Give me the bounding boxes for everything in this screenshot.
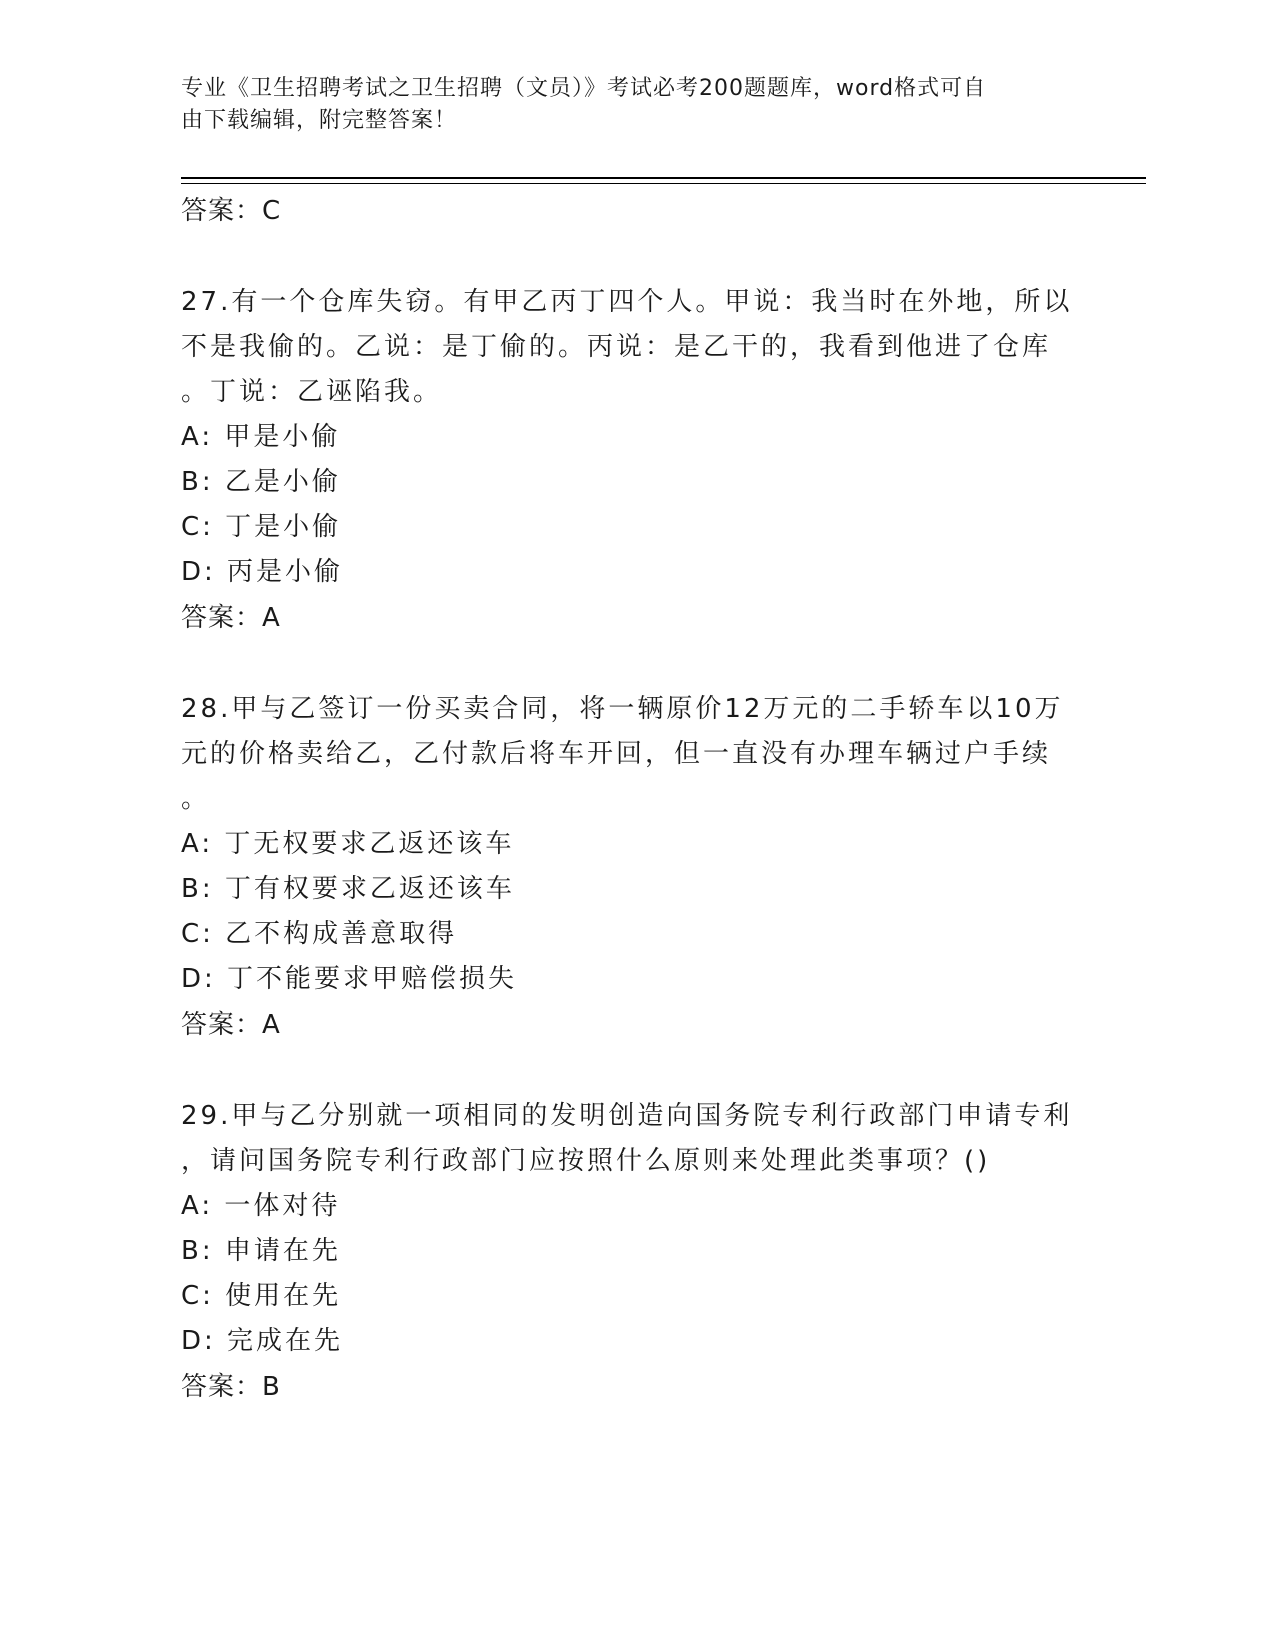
answer-label: 答案：A [181, 1010, 281, 1040]
option-d: D: 完成在先 [181, 1326, 344, 1356]
stem-line: 27.有一个仓库失窃。有甲乙丙丁四个人。甲说：我当时在外地，所以 [181, 287, 1073, 317]
option-c: C: 丁是小偷 [181, 512, 342, 542]
header-divider-thin [181, 183, 1146, 184]
question-27 [181, 280, 1081, 641]
answer-label: 答案：B [181, 1372, 281, 1402]
document-header [181, 73, 1051, 137]
header-divider-thick [181, 177, 1146, 179]
document-body [181, 188, 1081, 1410]
option-c: C: 使用在先 [181, 1281, 342, 1311]
stem-line: 29.甲与乙分别就一项相同的发明创造向国务院专利行政部门申请专利 [181, 1101, 1073, 1131]
stem-line: 元的价格卖给乙，乙付款后将车开回，但一直没有办理车辆过户手续 [181, 739, 1052, 769]
header-line-1: 专业《卫生招聘考试之卫生招聘（文员）》考试必考200题题库，word格式可自 [181, 76, 987, 101]
stem-line: ，请问国务院专利行政部门应按照什么原则来处理此类事项？() [181, 1146, 991, 1176]
question-28 [181, 687, 1081, 1048]
option-a: A: 一体对待 [181, 1191, 341, 1221]
question-stem [181, 280, 1071, 415]
answer-label: 答案：A [181, 603, 281, 633]
option-a: A: 甲是小偷 [181, 422, 341, 452]
answer-label: 答案：C [181, 196, 282, 226]
question-29 [181, 1094, 1081, 1410]
stem-line: 。 [181, 784, 211, 814]
stem-line: 28.甲与乙签订一份买卖合同，将一辆原价12万元的二手轿车以10万 [181, 694, 1064, 724]
header-line-2: 由下载编辑，附完整答案！ [181, 108, 458, 133]
stem-line: 不是我偷的。乙说：是丁偷的。丙说：是乙干的，我看到他进了仓库 [181, 332, 1052, 362]
option-b: B: 申请在先 [181, 1236, 341, 1266]
option-b: B: 丁有权要求乙返还该车 [181, 874, 515, 904]
option-b: B: 乙是小偷 [181, 467, 341, 497]
question-stem [181, 1094, 1071, 1184]
option-c: C: 乙不构成善意取得 [181, 919, 458, 949]
stem-line: 。丁说：乙诬陷我。 [181, 377, 443, 407]
option-a: A: 丁无权要求乙返还该车 [181, 829, 515, 859]
option-d: D: 丙是小偷 [181, 557, 344, 587]
option-d: D: 丁不能要求甲赔偿损失 [181, 964, 518, 994]
question-stem [181, 687, 1071, 822]
